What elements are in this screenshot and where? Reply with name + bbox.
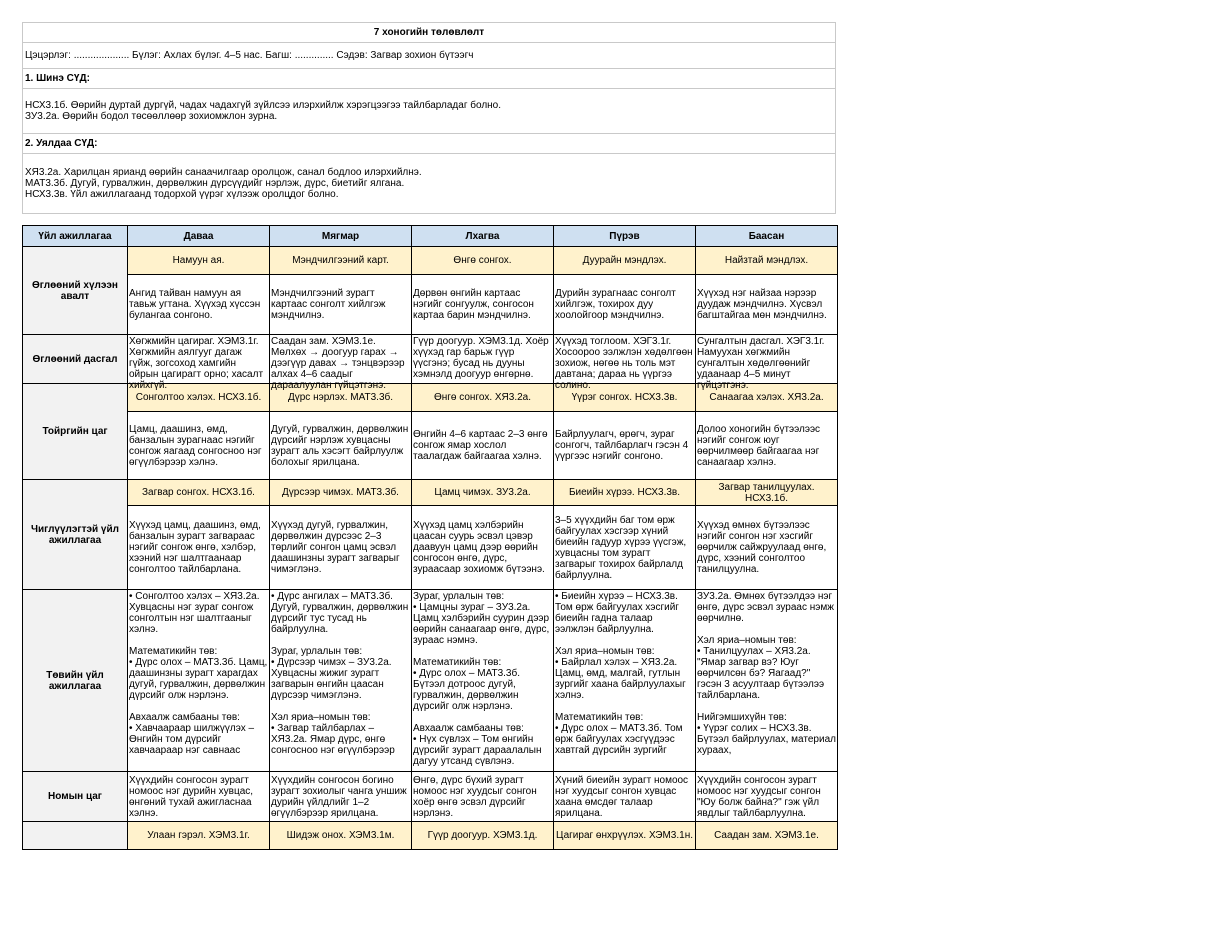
activity-title: Сонголтоо хэлэх. НСХ3.1б. xyxy=(128,384,270,412)
activity-title: Улаан гэрэл. ХЭМ3.1г. xyxy=(128,822,270,850)
row-label-morning-reception: Өглөөний хүлээн авалт xyxy=(23,247,128,335)
activity-text: Хүний биеийн зурагт номоос нэг хуудсыг сонгон хувцас хаана өмсдөг талаар ярилцана. xyxy=(554,772,696,822)
activity-text: Хүүхдийн сонгосон зурагт номоос нэг дурийн хувцас, өнгөний тухай ажигласнаа хэлнэ. xyxy=(128,772,270,822)
section2-content: ХЯ3.2а. Харилцан ярианд өөрийн санаачилгаар оролцож, санал бодлоо илэрхийлнэ. МАТ3.3б. Дугуй, гурвалжин, дөрвөлжин дүрсүүдийг нэрлэж, дүрс, биетийг ялгана. НСХ3.3в. Үйл ажиллагаанд тодорхой үүрэг хүлээж оролцдог болно. xyxy=(23,154,836,214)
activity-title: Саадан зам. ХЭМ3.1е. xyxy=(696,822,838,850)
activity-title: Үүрэг сонгох. НСХ3.3в. xyxy=(554,384,696,412)
activity-title: Найзтай мэндлэх. xyxy=(696,247,838,275)
activity-title: Шидэж онох. ХЭМ3.1м. xyxy=(270,822,412,850)
activity-text: Хүүхэд цамц, даашинз, өмд, банзалын зурагт загвараас нэгийг сонгож өнгө, хэлбэр, хээний нэг шалтгаанаар сонголтоо тайлбарлана. xyxy=(128,506,270,590)
row-label-outdoor xyxy=(23,822,128,850)
activity-title: Өнгө сонгох. xyxy=(412,247,554,275)
plan-header xyxy=(22,22,836,214)
activity-title: Загвар танилцуулах. НСХ3.1б. xyxy=(696,480,838,506)
activity-text: Хүүхдийн сонгосон богино зурагт зохиолыг чанга уншиж дурийн үйлдлийг 1–2 өгүүлбэрээр ярилцана. xyxy=(270,772,412,822)
activity-title: Гүүр доогуур. ХЭМ3.1д. xyxy=(412,822,554,850)
col-header-friday: Баасан xyxy=(696,226,838,247)
activity-text: Ангид тайван намуун ая тавьж угтана. Хүүхэд хүссэн булангаа сонгоно. xyxy=(128,275,270,335)
activity-title: Дүрс нэрлэх. МАТ3.3б. xyxy=(270,384,412,412)
activity-text: Хүүхэд нэг найзаа нэрээр дуудаж мэндчилнэ. Хүсвэл багштайгаа мөн мэндчилнэ. xyxy=(696,275,838,335)
weekly-schedule-table xyxy=(22,225,838,850)
row-label-circle-time: Тойргийн цаг xyxy=(23,384,128,480)
row-label-morning-exercise: Өглөөний дасгал xyxy=(23,335,128,384)
activity-title: Цагираг өнхрүүлэх. ХЭМ3.1н. xyxy=(554,822,696,850)
activity-text: Дугуй, гурвалжин, дөрвөлжин дүрсийг нэрлэж хувцасны зурагт аль хэсэгт байрлуулж болохыг ярилцана. xyxy=(270,412,412,480)
activity-text: Мэндчилгээний зурагт картаас сонголт хийлгэж мэндчилнэ. xyxy=(270,275,412,335)
activity-text: Хөгжмийн цагираг. ХЭМ3.1г. Хөгжмийн аялгууг дагаж гүйж, зогсоход хамгийн ойрын цагирагт орно; хасалт хийхгүй. xyxy=(129,335,264,391)
activity-text: • Дүрс ангилах – МАТ3.3б. Дугуй, гурвалжин, дөрвөлжин дүрсийг тус тусад нь байрлуулна. Зураг, урлалын төв: • Дүрсээр чимэх – ЗУ3.2а. Хувцасны жижиг зурагт загварын өнгийн цаасан дүрсээр чимэглэнэ. Хэл яриа–номын төв: • Загвар тайлбарлах – ХЯ3.2а. Ямар дүрс, өнгө сонгосноо нэг өгүүлбэрээр xyxy=(271,590,409,756)
activity-text: Дурийн зурагнаас сонголт хийлгэж, тохирох дуу хоолойгоор мэндчилнэ. xyxy=(554,275,696,335)
plan-title: 7 хоногийн төлөвлөлт xyxy=(23,23,836,43)
col-header-tuesday: Мягмар xyxy=(270,226,412,247)
activity-text: Дөрвөн өнгийн картаас нэгийг сонгуулж, сонгосон картаа барин мэндчилнэ. xyxy=(412,275,554,335)
activity-text: Хүүхэд өмнөх бүтээлээс нэгийг сонгон нэг хэсгийг өөрчилж сайжруулаад өнгө, дүрс, хээний сонголтоо танилцуулна. xyxy=(696,506,838,590)
activity-text: • Сонголтоо хэлэх – ХЯ3.2а. Хувцасны нэг зураг сонгож сонголтын нэг шалтгааныг хэлнэ. Математикийн төв: • Дүрс олох – МАТ3.3б. Цамц, даашинзны зурагт харагдах дугуй, гурвалжин, дөрвөлжин дүрсийг олж нэрлэнэ. Авхаалж самбааны төв: • Хавчаараар шилжүүлэх – Өнгийн том дүрсийг хавчаараар нэг савнаас xyxy=(129,590,268,756)
col-header-wednesday: Лхагва xyxy=(412,226,554,247)
activity-text: Цамц, даашинз, өмд, банзалын зурагнаас нэгийг сонгож яагаад сонгосноо нэг өгүүлбэрээр хэлнэ. xyxy=(128,412,270,480)
activity-title: Загвар сонгох. НСХ3.1б. xyxy=(128,480,270,506)
activity-text: ЗУ3.2а. Өмнөх бүтээлдээ нэг өнгө, дүрс эсвэл зураас нэмж өөрчилнө. Хэл яриа–номын төв: • Танилцуулах – ХЯ3.2а. "Ямар загвар вэ? Юуг өөрчилсөн бэ? Яагаад?" гэсэн 3 асуултаар бүтээлээ тайлбарлана. Нийгэмшихүйн төв: • Үүрэг солих – НСХ3.3в. Бүтээл байрлуулах, материал хураах, xyxy=(697,590,836,756)
col-header-thursday: Пүрэв xyxy=(554,226,696,247)
col-header-monday: Даваа xyxy=(128,226,270,247)
activity-text: 3–5 хүүхдийн баг том өрж байгуулах хэсгээр хүний биеийн гадуур хүрээ үүсгэж, хувцасны том зурагт загварыг тохирох байрлалд байрлуулна. xyxy=(554,506,696,590)
col-header-activity: Үйл ажиллагаа xyxy=(23,226,128,247)
section1-content: НСХ3.1б. Өөрийн дуртай дургүй, чадах чадахгүй зүйлсээ илэрхийлж хэрэгцээгээ тайлбарладаг болно. ЗУ3.2а. Өөрийн бодол төсөөллөөр зохиомжлон зурна. xyxy=(23,89,836,134)
activity-title: Биеийн хүрээ. НСХ3.3в. xyxy=(554,480,696,506)
activity-title: Санаагаа хэлэх. ХЯ3.2а. xyxy=(696,384,838,412)
section1-title: 1. Шинэ СҮД: xyxy=(23,69,836,89)
activity-title: Дуурайн мэндлэх. xyxy=(554,247,696,275)
activity-title: Мэндчилгээний карт. xyxy=(270,247,412,275)
section2-title: 2. Уялдаа СҮД: xyxy=(23,134,836,154)
activity-text: Хүүхэд цамц хэлбэрийн цаасан суурь эсвэл цэвэр даавуун цамц дээр өөрийн сонгосон өнгө, дүрс, зурааcаар зохиомж бүтээнэ. xyxy=(412,506,554,590)
activity-text: Хүүхдийн сонгосон зурагт номоос нэг хуудсыг сонгон "Юу болж байна?" гэж үйл явдлыг тайлбарлуулна. xyxy=(696,772,838,822)
row-label-guided-activity: Чиглүүлэгтэй үйл ажиллагаа xyxy=(23,480,128,590)
row-label-center-activity: Төвийн үйл ажиллагаа xyxy=(23,590,128,772)
activity-text: Зураг, урлалын төв: • Цамцны зураг – ЗУ3.2а. Цамц хэлбэрийн суурин дээр өөрийн санаагаар өнгө, дүрс, зураас нэмнэ. Математикийн төв: • Дүрс олох – МАТ3.3б. Бүтээл дотроос дугуй, гурвалжин, дөрвөлжин дүрсийг олж нэрлэнэ. Авхаалж самбааны төв: • Нүх сүвлэх – Том өнгийн дүрсийг зурагт дараалалын дагуу утсанд сүвлэнэ. xyxy=(413,590,550,767)
activity-text: Гүүр доогуур. ХЭМ3.1д. Хоёр хүүхэд гар барьж гүүр үүсгэнэ; бусад нь дууны хэмнэлд доогуур өнгөрнө. xyxy=(413,335,549,380)
activity-text: Сунгалтын дасгал. ХЭГ3.1г. Намуухан хөгжмийн сунгалтын хөдөлгөөнийг удаанаар 4–5 минут гүйцэтгэнэ. xyxy=(697,335,825,391)
plan-info: Цэцэрлэг: .................... Бүлэг: Ахлах бүлэг. 4–5 нас. Багш: .............. Сэдэв: Загвар зохион бүтээгч xyxy=(23,43,836,69)
activity-text: Байрлуулагч, өрөгч, зураг сонгогч, тайлбарлагч гэсэн 4 үүргээс нэгийг сонгоно. xyxy=(554,412,696,480)
activity-text: Хүүхэд тоглоом. ХЭГ3.1г. Хосоороо ээлжлэн хөдөлгөөн зохиож, нөгөө нь толь мэт давтана; дараа нь үүргээ солино. xyxy=(555,335,693,391)
activity-title: Цамц чимэх. ЗУ3.2а. xyxy=(412,480,554,506)
activity-title: Дүрсээр чимэх. МАТ3.3б. xyxy=(270,480,412,506)
activity-text: Өнгийн 4–6 картаас 2–3 өнгө сонгож ямар хослол таалагдаж байгаагаа хэлнэ. xyxy=(412,412,554,480)
activity-text: Хүүхэд дугуй, гурвалжин, дөрвөлжин дүрсээс 2–3 төрлийг сонгон цамц эсвэл даашинзны зурагт загварыг чимэглэнэ. xyxy=(270,506,412,590)
activity-text: Саадан зам. ХЭМ3.1е. Мөлхөх → доогуур гарах → дээгүүр давах → тэнцвэрээр алхах 4–6 саадыг дараалуулан гүйцэтгэнэ. xyxy=(271,335,405,391)
activity-text: Долоо хоногийн бүтээлээс нэгийг сонгож юуг өөрчилмөөр байгаагаа нэг санаагаар хэлнэ. xyxy=(696,412,838,480)
row-label-book-time: Номын цаг xyxy=(23,772,128,822)
activity-text: Өнгө, дүрс бүхий зурагт номоос нэг хуудсыг сонгон хоёр өнгө эсвэл дүрсийг нэрлэнэ. xyxy=(412,772,554,822)
activity-text: • Биеийн хүрээ – НСХ3.3в. Том өрж байгуулах хэсгийг биеийн гадна талаар ээлжлэн байрлуулна. Хэл яриа–номын төв: • Байрлал хэлэх – ХЯ3.2а. Цамц, өмд, малгай, гутлын зургийг хаана байрлуулахыг хэлнэ. Математикийн төв: • Дүрс олох – МАТ3.3б. Том өрж байгуулах хэсгүүдээс хавтгай дүрсийн зургийг xyxy=(555,590,686,756)
activity-title: Өнгө сонгох. ХЯ3.2а. xyxy=(412,384,554,412)
activity-title: Намуун ая. xyxy=(128,247,270,275)
